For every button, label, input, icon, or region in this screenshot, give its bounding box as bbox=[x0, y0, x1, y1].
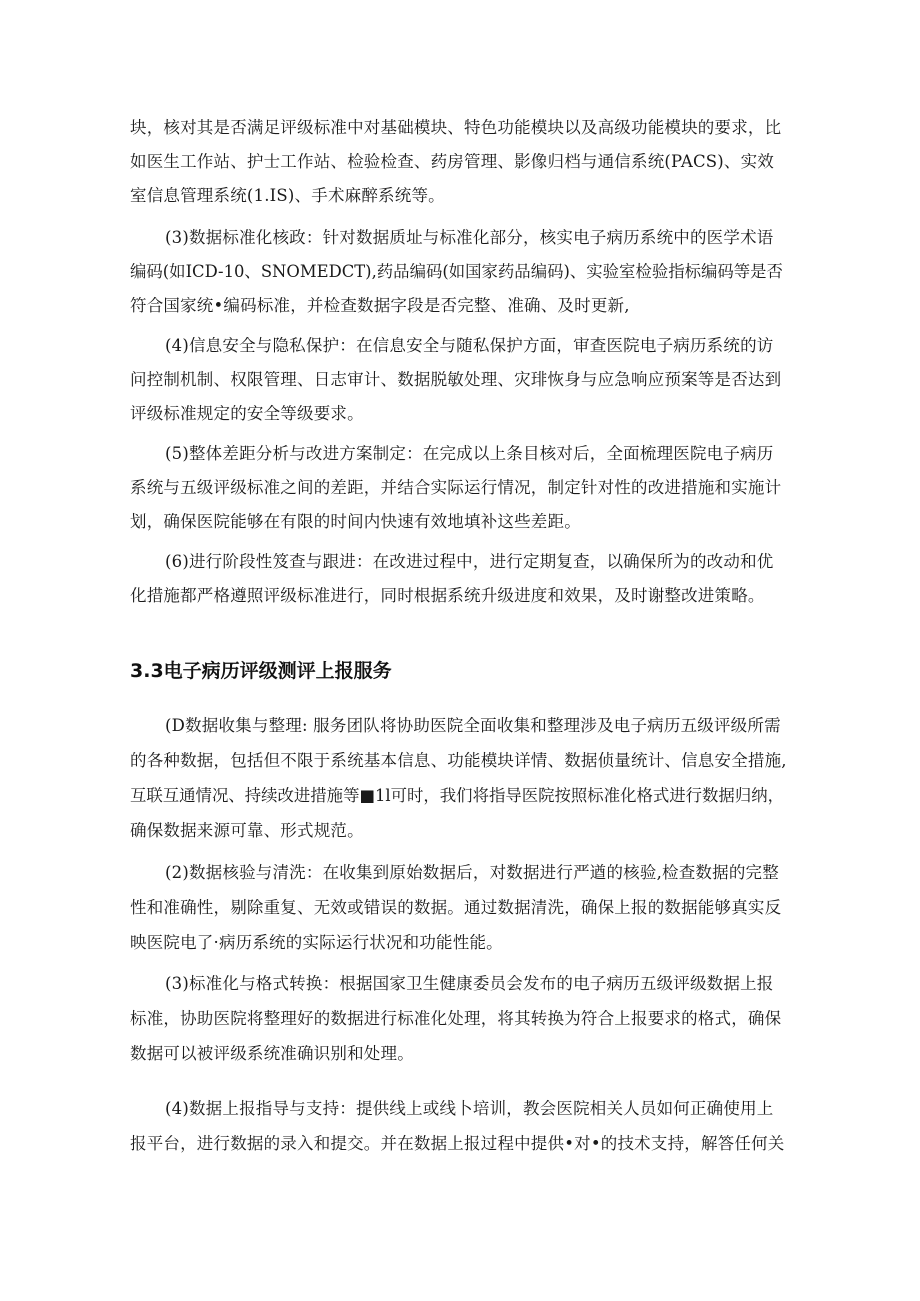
body-text-line: 标准，协助医院将整理好的数据进行标准化处理，将其转换为符合上报要求的格式，确保 bbox=[130, 1009, 782, 1028]
body-text-line: 的各种数据，包括但不限于系统基本信息、功能模块详情、数据侦量统计、信息安全措施, bbox=[130, 751, 787, 770]
body-text-line: 评级标准规定的安全等级要求。 bbox=[130, 404, 364, 423]
body-text-line: 室信息管理系统(1.IS)、手术麻醉系统等。 bbox=[130, 186, 445, 205]
body-text-line: 数据可以被评级系统准确识别和处理。 bbox=[130, 1044, 414, 1063]
body-text-line: 性和准确性，剔除重复、无效或错误的数据。通过数据清洗，确保上报的数据能够真实反 bbox=[130, 898, 782, 917]
body-text-line: 确保数据来源可靠、形式规范。 bbox=[130, 821, 364, 840]
body-text-line: 映医院电了·病历系统的实际运行状况和功能性能。 bbox=[130, 933, 503, 952]
body-text-line: 符合国家统•编码标准，并检查数据字段是否完整、准确、及时更新, bbox=[130, 296, 630, 315]
body-text-line: 系统与五级评级标准之间的差距，并结合实际运行情况，制定针对性的改进措施和实施计 bbox=[130, 478, 782, 497]
body-text-line: 块，核对其是否满足评级标准中对基础模块、特色功能模块以及高级功能模块的要求，比 bbox=[130, 118, 782, 137]
body-text-line: (3)标准化与格式转换：根据国家卫生健康委员会发布的电子病历五级评级数据上报 bbox=[165, 974, 774, 993]
body-text-line: 划，确保医院能够在有限的时间内快速有效地填补这些差距。 bbox=[130, 512, 581, 531]
body-text-line: (D数据收集与整理: 服务团队将协助医院全面收集和整理涉及电子病历五级评级所需 bbox=[165, 716, 781, 735]
body-text-line: (6)进行阶段性笈查与跟进：在改进过程中，进行定期复查，以确保所为的改动和优 bbox=[165, 552, 774, 571]
body-text-line: 问控制机制、权限管理、日志审计、数据脱敏处理、灾琲恢身与应急响应预案等是否达到 bbox=[130, 370, 782, 389]
body-text-line: 报平台，进行数据的录入和提交。并在数据上报过程中提供•对•的技术支持，解答任何关 bbox=[130, 1134, 785, 1153]
body-text-line: 互联互通情况、持续改进措施等■1l可时，我们将指导医院按照标准化格式进行数据归纳， bbox=[130, 786, 784, 805]
body-text-line: 如医生工作站、护士工作站、检验检查、药房管理、影像归档与通信系统(PACS)、实效 bbox=[130, 152, 775, 171]
body-text-line: (3)数据标准化核政：针对数据质址与标准化部分，核实电子病历系统中的医学术语 bbox=[165, 228, 774, 247]
body-text-line: (5)整体差距分析与改进方案制定：在完成以上条目核对后，全面梳理医院电子病历 bbox=[165, 444, 774, 463]
body-text-line: (2)数据核验与清洗：在收集到原始数据后，对数据进行严遒的核验,检查数据的完整 bbox=[165, 863, 779, 882]
section-heading: 3.3电子病历评级测评上报服务 bbox=[130, 660, 392, 682]
body-text-line: 编码(如ICD-10、SNOMEDCT),药品编码(如国家药品编码)、实验室检验指标编码等是否 bbox=[130, 262, 783, 281]
body-text-line: (4)信息安全与隐私保护：在信息安全与随私保护方面，审查医院电子病历系统的访 bbox=[165, 336, 774, 355]
body-text-line: 化措施都严格遵照评级标准进行，同时根据系统升级进度和效果，及时谢整改进策略。 bbox=[130, 586, 765, 605]
body-text-line: (4)数据上报指导与支持：提供线上或线卜培训，教会医院相关人员如何正确使用上 bbox=[165, 1099, 774, 1118]
